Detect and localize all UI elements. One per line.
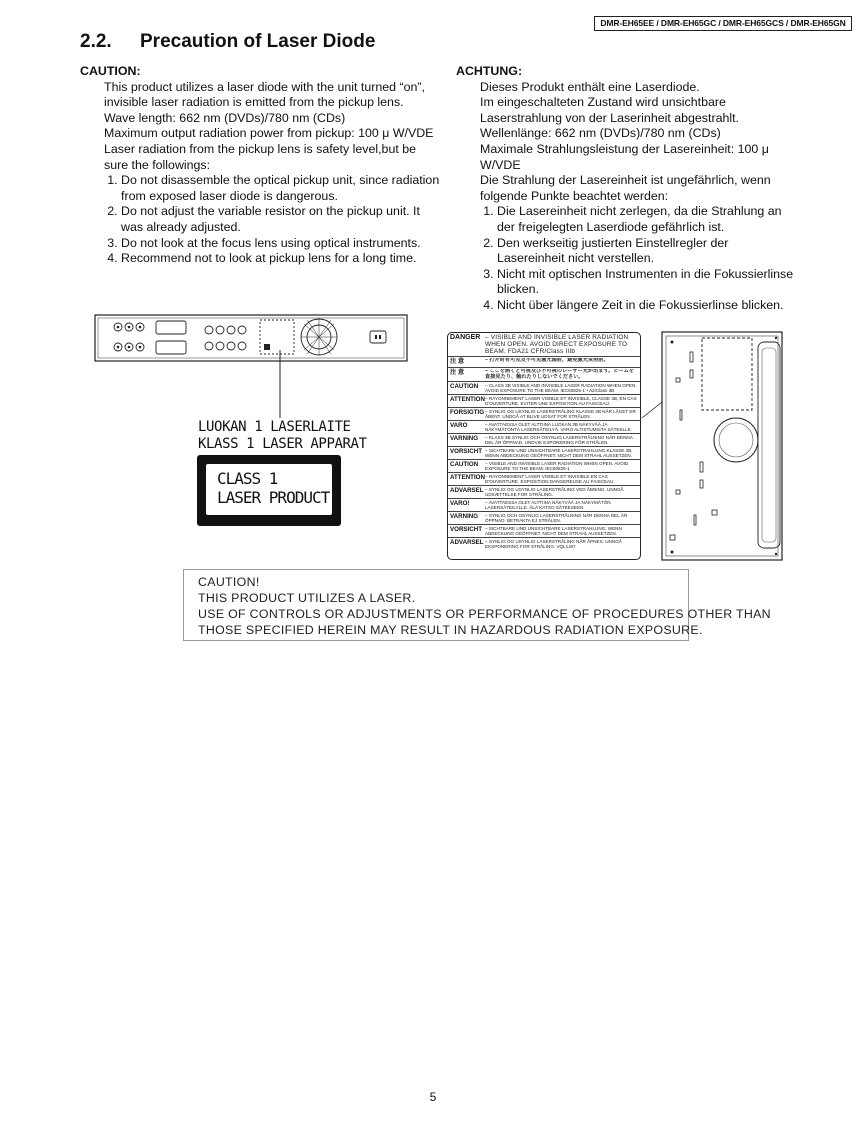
- danger-label-keyword: ATTENTION: [450, 396, 485, 403]
- danger-label-text: – SYNLIG OCH OSYNLIG LASERSTRÅLNING NÄR DENNA DEL ÄR ÖPPNAD. BETRAKTA EJ STRÅLEN.: [485, 513, 628, 523]
- danger-label-keyword: ADVARSEL: [450, 487, 484, 494]
- danger-label-keyword: VORSICHT: [450, 448, 482, 455]
- achtung-list-item: 4. Nicht über längere Zeit in die Fokussierlinse blicken.: [497, 298, 796, 314]
- danger-label-keyword: VARNING: [450, 435, 479, 442]
- caution-list-item: 3. Do not look at the focus lens using optical instruments.: [121, 236, 442, 252]
- nordic-label-line: KLASS 1 LASER APPARAT: [198, 436, 367, 452]
- label-leader-line: [260, 350, 282, 418]
- danger-label-text: – SYNLIG OG USYNLIG LASERSTRÅLING VED ÅBNING. UNNGÅ UDSÆTTELSE FOR STRÅLING.: [485, 487, 624, 497]
- class-label-inner: [206, 464, 332, 515]
- danger-label-text: – SICHTBARE UND UNSICHTBARE LASERSTRAHLUNG, WENN ABDECKUNG GEÖFFNET. NICHT DEM STRAHL AUSSETZEN.: [485, 526, 622, 536]
- header-model-list: DMR-EH65EE / DMR-EH65GC / DMR-EH65GCS / DMR-EH65GN: [594, 16, 852, 31]
- caution-paragraph: This product utilizes a laser diode with the unit turned “on”, invisible laser radiation is emitted from the pickup lens.: [104, 79, 425, 110]
- danger-label-text: – SICHTBARE UND UNSICHTBARE LASERSTRAHLUNG KLASSE 3B, WENN ABDECKUNG GEÖFFNET. NICHT DEM STRAHL AUSSETZEN.: [485, 448, 633, 458]
- danger-label-keyword: 注 意: [450, 358, 465, 365]
- multilingual-danger-label: [447, 332, 641, 560]
- achtung-heading: ACHTUNG:: [456, 64, 523, 78]
- danger-label-keyword: VORSICHT: [450, 526, 482, 533]
- caution-heading: CAUTION:: [80, 64, 141, 78]
- caution-box-line: THIS PRODUCT UTILIZES A LASER.: [198, 591, 416, 605]
- danger-label-row: [448, 421, 640, 434]
- pickup-unit-drawing: [636, 330, 784, 562]
- danger-label-row: [448, 368, 640, 382]
- section-title: [80, 31, 375, 53]
- danger-label-row: [448, 486, 640, 499]
- danger-label-text: – ここを開くと可視及び不可視のレーザー光が出ます。ビームを直接見たり、触れたりしないでください。: [485, 369, 634, 380]
- achtung-paragraph: Im eingeschalteten Zustand wird unsichtbare Laserstrahlung von der Laserinheit abgestrahlt.: [480, 95, 739, 125]
- danger-label-text: – KLASS 3B SYNLIG OCH OSYNLIG LASERSTRÅLNING NÄR DENNA DEL ÄR ÖPPNAD. UNDVIK EXPONERING FÖR STRÅLEN.: [485, 435, 633, 445]
- danger-label-keyword: VARO!: [450, 500, 470, 507]
- caution-box-line: USE OF CONTROLS OR ADJUSTMENTS OR PERFORMANCE OF PROCEDURES OTHER THAN: [198, 607, 771, 621]
- section-number: 2.2.: [80, 31, 112, 52]
- danger-label-row: [448, 460, 640, 473]
- class-label-line: CLASS 1: [217, 469, 278, 488]
- danger-label-text: – SYNLIG OG USYNLIG LASERSTRÅLING NÅR ÅPNES. UNNGÅ EKSPONERING FOR STRÅLING. VQL1J67: [485, 539, 622, 549]
- caution-paragraph: Wave length: 662 nm (DVDs)/780 nm (CDs): [104, 110, 346, 125]
- danger-label-row: [448, 525, 640, 538]
- danger-label-keyword: DANGER: [450, 334, 481, 341]
- danger-label-keyword: 注 意: [450, 369, 465, 376]
- achtung-paragraph: Dieses Produkt enthält eine Laserdiode.: [480, 79, 700, 94]
- caution-list-item: 2. Do not adjust the variable resistor on the pickup unit. It was already adjusted.: [121, 204, 442, 235]
- danger-label-text: – SYNLIG OG USYNLIG LASERSTRÅLING KLASSE 3B NÅR LÅGET ER ÅBENT. UNDGÅ AT BLIVE UDSAT FOR STRÅLEN.: [485, 409, 636, 419]
- achtung-paragraph: Wellenlänge: 662 nm (DVDs)/780 nm (CDs): [480, 126, 721, 141]
- device-rear-panel-drawing: [94, 314, 408, 362]
- danger-label-keyword: FORSIGTIG: [450, 409, 485, 416]
- class-label-line: LASER PRODUCT: [217, 488, 330, 507]
- danger-label-row: [448, 538, 640, 550]
- achtung-german-column: [456, 64, 796, 314]
- achtung-paragraph: Maximale Strahlungsleistung der Lasereinheit: 100 μ W/VDE: [480, 141, 769, 172]
- danger-label-text: – RAYONNEMENT LASER VISIBLE ET INVISIBLE, CLASSE 3B, EN CAS D'OUVERTURE. EVITER UNE EXPOSITION AU FAISCEAU.: [485, 396, 637, 406]
- danger-label-text: – CLASS 3B VISIBLE AND INVISIBLE LASER RADIATION WHEN OPEN. AVOID EXPOSURE TO THE BEAM. IEC60825-1 +A2/Class 3B: [485, 383, 637, 393]
- danger-label-text: – AVATTAESSA OLET ALTTIINA LUOKAN 3B NÄKYVÄÄ JA NÄKYMÄTÖNTÄ LASERSÄTEILYÄ. VARO ALTISTUMISTA SÄTEELLE.: [485, 422, 632, 432]
- danger-label-row: [448, 512, 640, 525]
- page-number: 5: [429, 1090, 437, 1104]
- danger-label-row: [448, 447, 640, 460]
- danger-label-row: [448, 395, 640, 408]
- danger-label-row: [448, 357, 640, 368]
- danger-label-keyword: VARNING: [450, 513, 479, 520]
- danger-label-row: [448, 382, 640, 395]
- nordic-laser-label: [198, 419, 367, 453]
- danger-label-text: – VISIBLE AND INVISIBLE LASER RADIATION WHEN OPEN. AVOID DIRECT EXPOSURE TO BEAM. FDA21 CFR/Class IIIb: [485, 334, 629, 355]
- caution-paragraph: Laser radiation from the pickup lens is safety level,but be sure the followings:: [104, 141, 416, 172]
- danger-label-keyword: VARO: [450, 422, 468, 429]
- danger-label-keyword: CAUTION: [450, 383, 479, 390]
- danger-label-row: [448, 434, 640, 447]
- caution-paragraph: Maximum output radiation power from pickup: 100 μ W/VDE: [104, 126, 434, 141]
- caution-list-item: 4. Recommend not to look at pickup lens for a long time.: [121, 251, 442, 267]
- achtung-list-item: 1. Die Lasereinheit nicht zerlegen, da die Strahlung an der freigelegten Laserdiode gefährlich ist.: [497, 204, 796, 235]
- danger-label-row: [448, 333, 640, 357]
- caution-english-column: [80, 64, 442, 267]
- hazard-caution-box: [183, 569, 771, 641]
- class-1-laser-label: [197, 455, 341, 526]
- nordic-label-line: LUOKAN 1 LASERLAITE: [198, 419, 351, 435]
- danger-label-row: [448, 408, 640, 421]
- danger-label-text: – VISIBLE AND INVISIBLE LASER RADIATION WHEN OPEN. AVOID EXPOSURE TO THE BEAM. IEC60825-1: [485, 461, 629, 471]
- caution-list: [80, 173, 442, 267]
- achtung-paragraph: Die Strahlung der Lasereinheit ist ungefährlich, wenn folgende Punkte beachtet werden:: [480, 173, 771, 203]
- danger-label-keyword: CAUTION: [450, 461, 479, 468]
- danger-label-keyword: ATTENTION: [450, 474, 485, 481]
- achtung-list-item: 2. Den werkseitig justierten Einstellregler der Lasereinheit nicht verstellen.: [497, 236, 796, 267]
- danger-label-text: – 打开时有可见及不可见激光辐射，避免激光束照射。: [485, 358, 609, 363]
- caution-list-item: 1. Do not disassemble the optical pickup unit, since radiation from exposed laser diode is dangerous.: [121, 173, 442, 204]
- danger-label-keyword: ADVARSEL: [450, 539, 484, 546]
- achtung-list-item: 3. Nicht mit optischen Instrumenten in die Fokussierlinse blicken.: [497, 267, 796, 298]
- achtung-list: [456, 204, 796, 313]
- danger-label-row: [448, 473, 640, 486]
- caution-box-line: THOSE SPECIFIED HEREIN MAY RESULT IN HAZARDOUS RADIATION EXPOSURE.: [198, 623, 703, 637]
- danger-label-text: – RAYONNEMENT LASER VISIBLE ET INVISIBLE EN CAS D'OUVERTURE. EXPOSITION DANGEREUSE AU FAISCEAU.: [485, 474, 615, 484]
- danger-label-row: [448, 499, 640, 512]
- danger-label-text: – AVATTAESSA OLET ALTTIINA NÄKYVÄÄ JA NÄKYMÄTÖN LASERSÄTEILYLLE. ÄLÄ KATSO SÄTEESEEN.: [485, 500, 611, 510]
- caution-box-line: CAUTION!: [198, 575, 260, 589]
- section-title-text: Precaution of Laser Diode: [140, 31, 376, 52]
